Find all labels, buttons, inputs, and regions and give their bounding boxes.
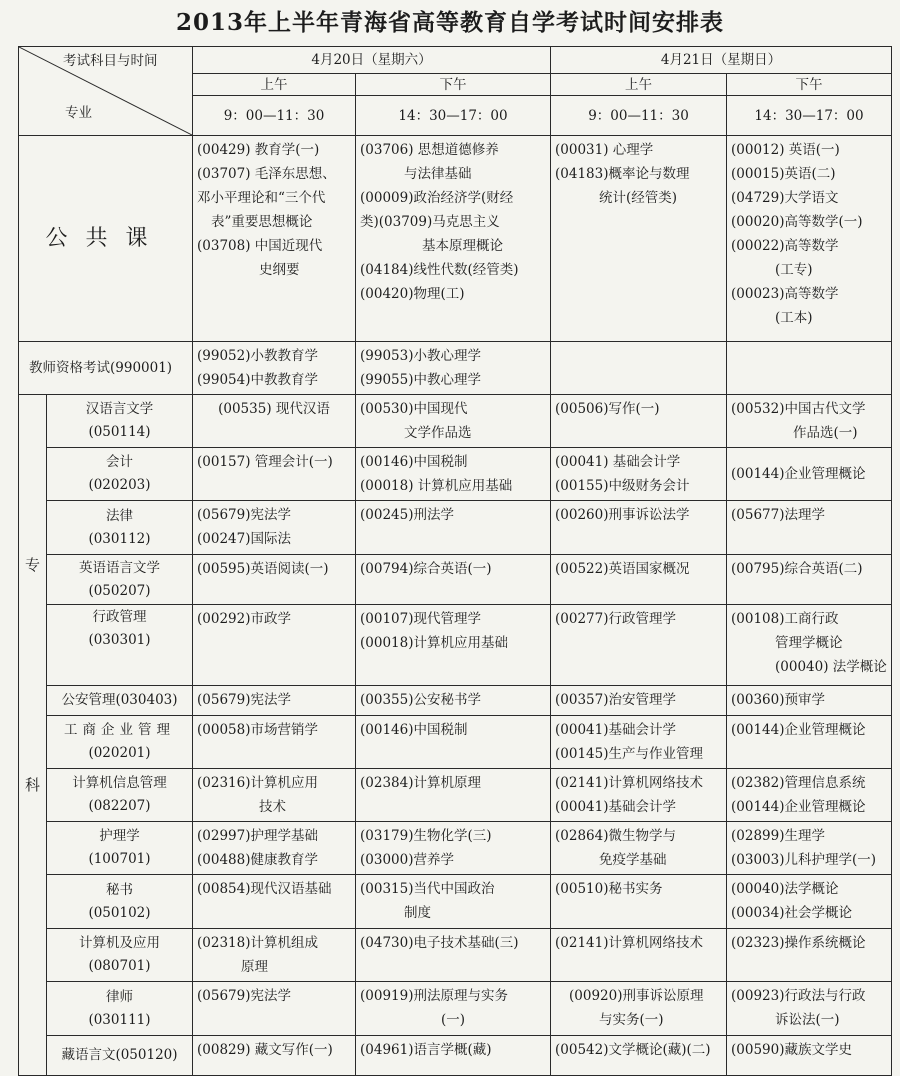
header-corner-cell <box>19 47 193 136</box>
teacher-d1-pm: (99053)小教心理学 (99055)中教心理学 <box>356 342 551 395</box>
major-d2-pm: (00144)企业管理概论 <box>727 716 892 769</box>
d2-pm-time: 14：30—17：00 <box>727 96 892 136</box>
side-label-top: 专 <box>24 556 40 574</box>
major-d1-pm: (04961)语言学概(藏) <box>356 1036 551 1076</box>
major-d1-pm: (00146)中国税制 (00018) 计算机应用基础 <box>356 448 551 501</box>
major-d1-pm: (00146)中国税制 <box>356 716 551 769</box>
major-d2-pm: (00532)中国古代文学 作品选(一) <box>727 395 892 448</box>
major-d2-pm: (02323)操作系统概论 <box>727 929 892 982</box>
major-d1-am: (02316)计算机应用 技术 <box>193 769 356 822</box>
corner-bottom-label: 专业 <box>65 105 92 121</box>
public-d2-pm: (00012) 英语(一) (00015)英语(二) (04729)大学语文 (00020)高等数学(一) (00022)高等数学 (工专) (00023)高等数学 (工本) <box>727 136 892 342</box>
major-d1-am: (00854)现代汉语基础 <box>193 875 356 929</box>
corner-top-label: 考试科目与时间 <box>63 53 158 69</box>
major-name: 工商企业管理 (020201) <box>47 716 193 769</box>
major-d2-pm: (00795)综合英语(二) <box>727 555 892 605</box>
major-d2-am: (00041) 基础会计学 (00155)中级财务会计 <box>551 448 727 501</box>
public-d1-pm: (03706) 思想道德修养 与法律基础 (00009)政治经济学(财经 类)(03709)马克思主义 基本原理概论 (04184)线性代数(经管类) (00420)物理(工) <box>356 136 551 342</box>
major-d1-am: (05679)宪法学 <box>193 982 356 1036</box>
major-d2-am: (02864)微生物学与 免疫学基础 <box>551 822 727 875</box>
d1-pm-time: 14：30—17：00 <box>356 96 551 136</box>
major-d2-am: (00542)文学概论(藏)(二) <box>551 1036 727 1076</box>
major-d2-am: (00510)秘书实务 <box>551 875 727 929</box>
major-d1-am: (00157) 管理会计(一) <box>193 448 356 501</box>
major-d1-am: (05679)宪法学 <box>193 686 356 716</box>
d1-afternoon: 下午 <box>356 74 551 96</box>
major-d2-pm: (00108)工商行政 管理学概论 (00040) 法学概论 <box>727 605 892 686</box>
page-title: 2013年上半年青海省高等教育自学考试时间安排表 <box>175 9 724 36</box>
major-d1-pm: (04730)电子技术基础(三) <box>356 929 551 982</box>
d1-am-time: 9：00—11：30 <box>193 96 356 136</box>
d2-afternoon: 下午 <box>727 74 892 96</box>
major-d1-pm: (02384)计算机原理 <box>356 769 551 822</box>
major-d1-pm: (00315)当代中国政治 制度 <box>356 875 551 929</box>
major-d2-am: (00522)英语国家概况 <box>551 555 727 605</box>
major-d2-pm: (00144)企业管理概论 <box>727 448 892 501</box>
major-name: 法律 (030112) <box>47 501 193 555</box>
major-d2-pm: (05677)法理学 <box>727 501 892 555</box>
side-label-bottom: 科 <box>24 776 40 794</box>
major-d1-am: (00829) 藏文写作(一) <box>193 1036 356 1076</box>
d1-morning: 上午 <box>193 74 356 96</box>
major-d2-pm: (00040)法学概论 (00034)社会学概论 <box>727 875 892 929</box>
major-name: 藏语言文(050120) <box>47 1036 193 1076</box>
major-name: 秘书 (050102) <box>47 875 193 929</box>
exam-schedule-table <box>18 46 892 1076</box>
major-d1-pm: (00919)刑法原理与实务 (一) <box>356 982 551 1036</box>
public-course-label: 公共课 <box>19 136 193 342</box>
teacher-d1-am: (99052)小教教育学 (99054)中教教育学 <box>193 342 356 395</box>
major-d1-am: (02318)计算机组成 原理 <box>193 929 356 982</box>
major-d1-pm: (00794)综合英语(一) <box>356 555 551 605</box>
major-d2-am: (00277)行政管理学 <box>551 605 727 686</box>
major-name: 护理学 (100701) <box>47 822 193 875</box>
major-d1-pm: (00107)现代管理学 (00018)计算机应用基础 <box>356 605 551 686</box>
d2-morning: 上午 <box>551 74 727 96</box>
major-d1-am: (00058)市场营销学 <box>193 716 356 769</box>
major-d1-am: (00292)市政学 <box>193 605 356 686</box>
major-d2-am: (00357)治安管理学 <box>551 686 727 716</box>
major-d2-pm: (00590)藏族文学史 <box>727 1036 892 1076</box>
d2-am-time: 9：00—11：30 <box>551 96 727 136</box>
major-d2-am: (00506)写作(一) <box>551 395 727 448</box>
major-name: 计算机信息管理 (082207) <box>47 769 193 822</box>
major-d2-pm: (00360)预审学 <box>727 686 892 716</box>
teacher-exam-label: 教师资格考试(990001) <box>19 342 193 395</box>
day1-header: 4月20日（星期六） <box>193 47 551 74</box>
major-d2-am: (02141)计算机网络技术 <box>551 929 727 982</box>
major-d1-pm: (00245)刑法学 <box>356 501 551 555</box>
major-d1-am: (00595)英语阅读(一) <box>193 555 356 605</box>
public-d1-am: (00429) 教育学(一) (03707) 毛泽东思想、 邓小平理论和“三个代 表”重要思想概论 (03708) 中国近现代 史纲要 <box>193 136 356 342</box>
major-d1-pm: (00355)公安秘书学 <box>356 686 551 716</box>
major-name: 行政管理 (030301) <box>47 605 193 686</box>
major-d2-am: (02141)计算机网络技术 (00041)基础会计学 <box>551 769 727 822</box>
major-d2-am: (00920)刑事诉讼原理 与实务(一) <box>551 982 727 1036</box>
day2-header: 4月21日（星期日） <box>551 47 892 74</box>
teacher-d2-pm <box>727 342 892 395</box>
major-d1-am: (05679)宪法学 (00247)国际法 <box>193 501 356 555</box>
major-d2-am: (00260)刑事诉讼法学 <box>551 501 727 555</box>
major-name: 计算机及应用 (080701) <box>47 929 193 982</box>
major-d2-pm: (02899)生理学 (03003)儿科护理学(一) <box>727 822 892 875</box>
major-name: 会计 (020203) <box>47 448 193 501</box>
public-d2-am: (00031) 心理学 (04183)概率论与数理 统计(经管类) <box>551 136 727 342</box>
major-d2-pm: (02382)管理信息系统 (00144)企业管理概论 <box>727 769 892 822</box>
major-d1-am: (02997)护理学基础 (00488)健康教育学 <box>193 822 356 875</box>
major-d1-am: (00535) 现代汉语 <box>193 395 356 448</box>
major-name: 律师 (030111) <box>47 982 193 1036</box>
major-name: 汉语言文学 (050114) <box>47 395 193 448</box>
specialty-side-label <box>19 395 47 1076</box>
major-d2-pm: (00923)行政法与行政 诉讼法(一) <box>727 982 892 1036</box>
major-name: 公安管理(030403) <box>47 686 193 716</box>
major-d1-pm: (00530)中国现代 文学作品选 <box>356 395 551 448</box>
major-d2-am: (00041)基础会计学 (00145)生产与作业管理 <box>551 716 727 769</box>
major-d1-pm: (03179)生物化学(三) (03000)营养学 <box>356 822 551 875</box>
major-name: 英语语言文学 (050207) <box>47 555 193 605</box>
teacher-d2-am <box>551 342 727 395</box>
